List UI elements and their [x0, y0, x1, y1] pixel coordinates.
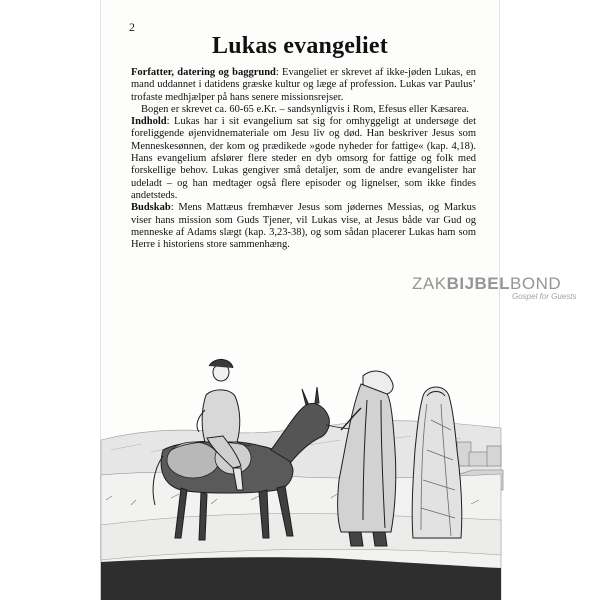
watermark-suffix: BOND: [510, 274, 562, 293]
message-heading: Budskab: [131, 202, 171, 214]
page-number: 2: [129, 20, 135, 34]
walking-man-figure: [338, 371, 396, 546]
book-page: [100, 0, 577, 600]
message-paragraph: [131, 202, 476, 251]
author-text: : Evangeliet er skrevet af ikke-jøden Lukas, en mand uddannet i datidens græske kultur og læge af profession. Lukas var Paulus’ trofaste medhjælper på hans senere missionsrejser.: [131, 67, 477, 103]
content-heading: Indhold: [131, 116, 167, 128]
watermark-tagline: Gospel for Guests: [512, 292, 577, 301]
page-title: Lukas evangeliet: [212, 33, 388, 59]
content-paragraph: [131, 116, 476, 202]
walking-woman-figure: [412, 387, 462, 538]
content-text: : Lukas har i sit evangelium sat sig for omhyggeligt at undersøge det foreliggende øjenvidnemateriale om Jesu liv og død. Han beskriver Jesus som Menneskesønnen, der kom og prædikede »gode nyheder for fattige« (kap. 4,18). Hans evangelium afslører flere steder en dyb omsorg for fattige og folk med forskellige behov. Lukas gengiver små detaljer, som de andre evangelister har udeladt – og han medtager også flere episoder og lignelser, som ikke findes andetsteds.: [131, 116, 476, 201]
watermark-prefix: ZAK: [412, 274, 447, 293]
author-heading: Forfatter, datering og baggrund: [131, 67, 276, 78]
watermark-brand: BIJBEL: [446, 274, 511, 293]
travelers-donkey-illustration: [101, 300, 501, 600]
author-paragraph: [131, 67, 476, 104]
watermark-logo: [412, 274, 577, 301]
body-text: [131, 67, 476, 251]
message-text: : Mens Mattæus fremhæver Jesus som jødernes Messias, og Markus viser hans mission som Guds Tjener, vil Lukas vise, at Jesus både var Gud og menneske af Adams slægt (kap. 3,23-38), og som sådan placerer Lukas ham som Herre i historiens store sammenhæng.: [131, 202, 476, 251]
date-paragraph: Bogen er skrevet ca. 60-65 e.Kr. – sandsynligvis i Rom, Efesus eller Kæsarea.: [141, 103, 470, 115]
